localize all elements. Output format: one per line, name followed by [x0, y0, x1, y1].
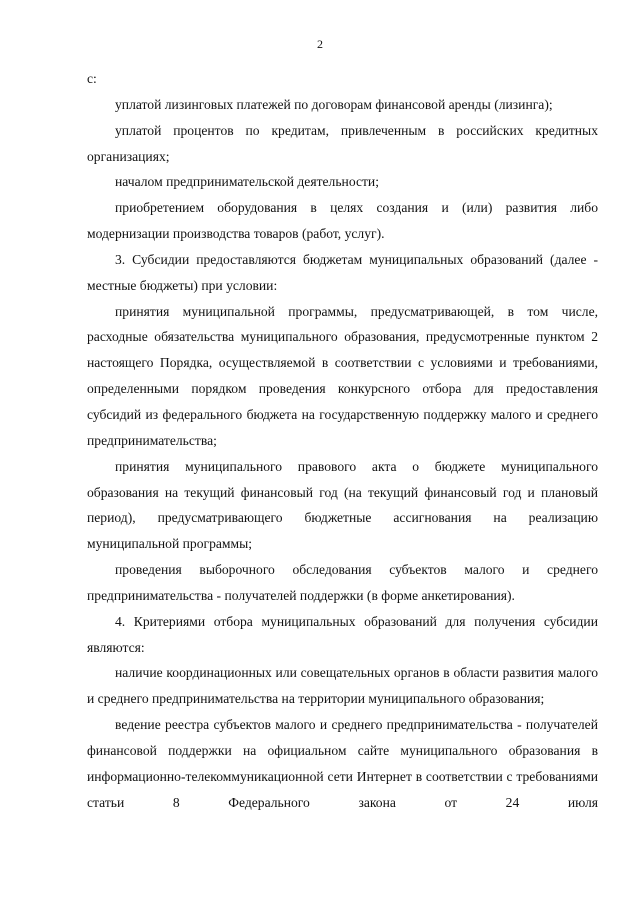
paragraph-registry: ведение реестра субъектов малого и среднего предпринимательства - получателей финансовой поддержки на официальном сайте муниципального образования в информационно-телекоммуникационной сети Интернет в соответствии с требованиями статьи 8 Федерального закона от 24 июля [87, 717, 598, 810]
paragraph-business-start: началом предпринимательской деятельности; [115, 174, 379, 190]
page-number: 2 [317, 37, 323, 51]
paragraph-clause-4: 4. Критериями отбора муниципальных образований для получения субсидии являются: [87, 613, 598, 655]
paragraph-leasing: уплатой лизинговых платежей по договорам финансовой аренды (лизинга); [115, 96, 553, 112]
paragraph-clause-3: 3. Субсидии предоставляются бюджетам муниципальных образований (далее - местные бюджеты) при условии: [87, 251, 598, 293]
document-body [87, 66, 598, 815]
paragraph-coordination-bodies: наличие координационных или совещательных органов в области развития малого и среднего предпринимательства на территории муниципального образования; [87, 665, 598, 707]
paragraph-survey: проведения выборочного обследования субъектов малого и среднего предпринимательства - получателей поддержки (в форме анкетирования). [87, 562, 598, 603]
paragraph-equipment: приобретением оборудования в целях создания и (или) развития либо модернизации производства товаров (работ, услуг). [87, 200, 598, 242]
paragraph-budget-act: принятия муниципального правового акта о бюджете муниципального образования на текущий финансовый год (на текущий финансовый год и плановый период), предусматривающего бюджетные ассигнования на реализацию муниципальной программы; [87, 458, 598, 552]
paragraph-intro: с: [87, 71, 97, 86]
paragraph-credit-interest: уплатой процентов по кредитам, привлеченным в российских кредитных организациях; [87, 122, 598, 164]
paragraph-municipal-program: принятия муниципальной программы, предусматривающей, в том числе, расходные обязательства муниципального образования, предусмотренные пунктом 2 настоящего Порядка, осуществляемой в соответствии с условиями и требованиями, определенными порядком проведения конкурсного отбора для предоставления субсидий из федерального бюджета на государственную поддержку малого и среднего предпринимательства; [87, 303, 598, 448]
